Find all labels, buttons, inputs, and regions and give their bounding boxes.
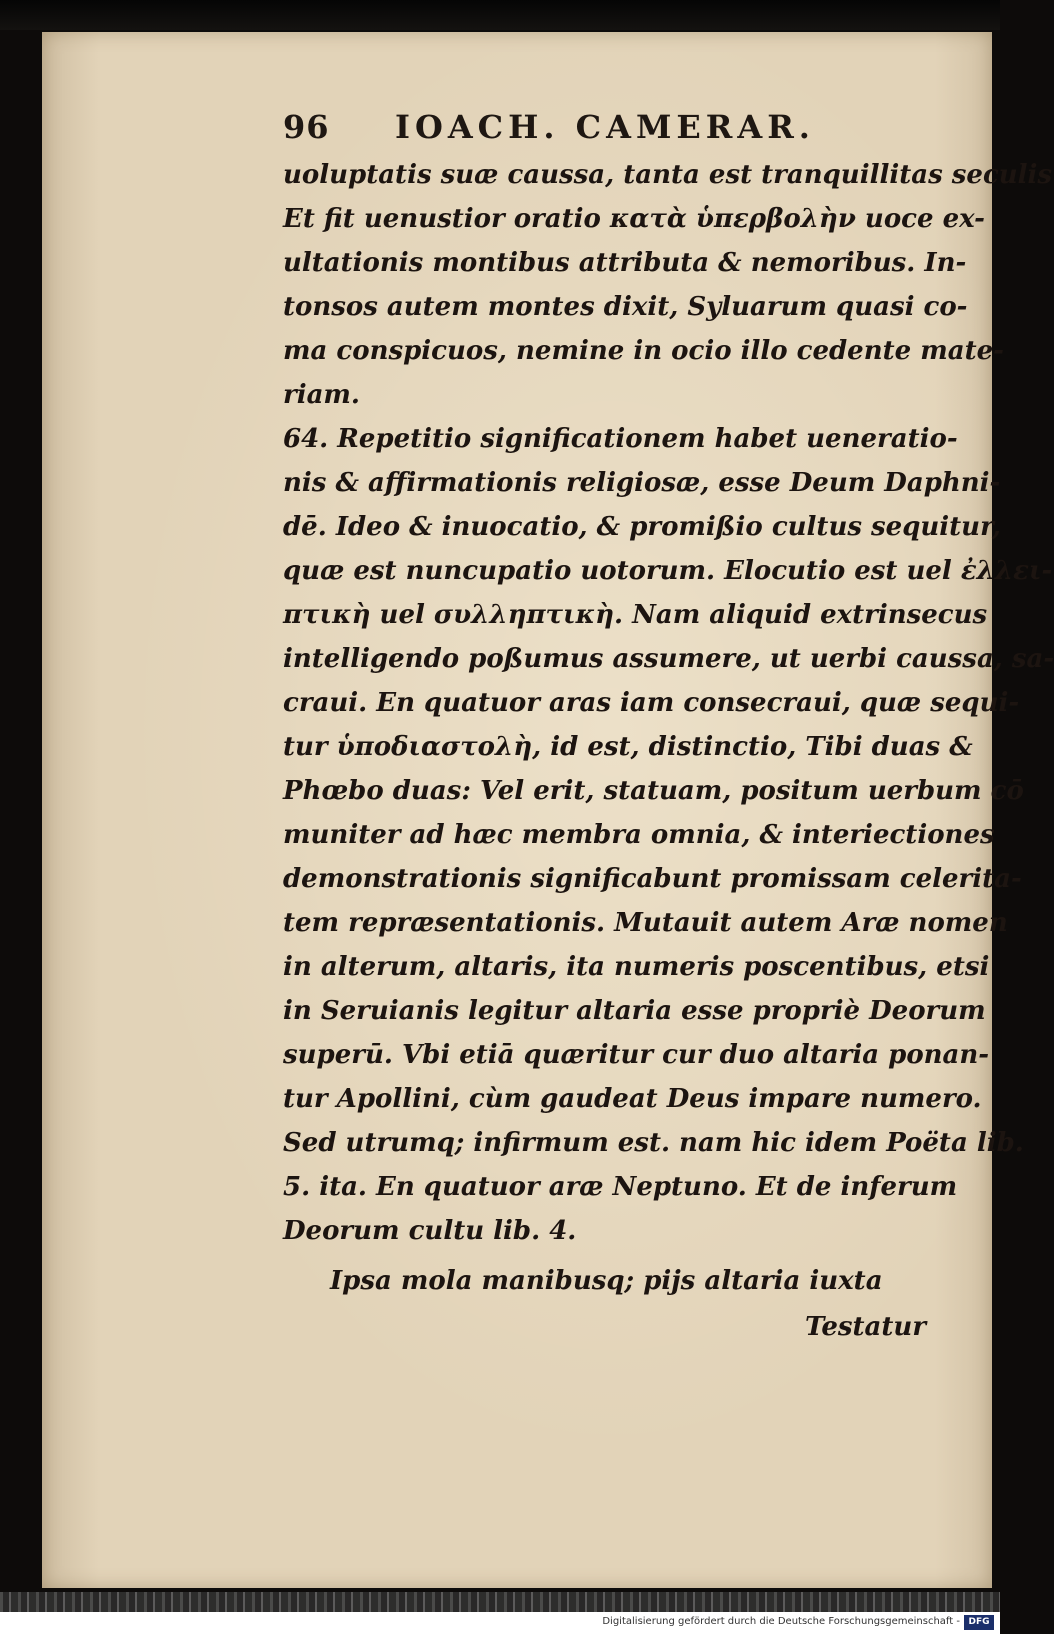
dfg-logo-icon: DFG	[964, 1615, 994, 1630]
scan-top-edge	[0, 0, 1000, 30]
text-line: in Seruianis legitur altaria esse propriè Deorum	[283, 996, 986, 1026]
text-line: Deorum cultu lib. 4.	[283, 1216, 577, 1246]
text-line: tur ὑποδιαστολὴ, id est, distinctio, Tibi duas &	[283, 732, 973, 762]
text-line: intelligendo poßumus assumere, ut uerbi caussa, sa-	[283, 644, 1054, 674]
text-line: in alterum, altaris, ita numeris poscentibus, etsi	[283, 952, 990, 982]
text-line: craui. En quatuor aras iam consecraui, quæ sequi-	[283, 688, 1020, 718]
text-line: tur Apollini, cùm gaudeat Deus impare numero.	[283, 1084, 982, 1114]
running-head: IOACH. CAMERAR.	[395, 108, 815, 146]
footer-bar	[0, 1612, 1000, 1634]
page-number: 96	[283, 108, 330, 146]
text-line: dē. Ideo & inuocatio, & promißio cultus sequitur,	[283, 512, 1001, 542]
text-line: πτικὴ uel συλληπτικὴ. Nam aliquid extrinsecus	[283, 600, 988, 630]
text-line: muniter ad hæc membra omnia, & interiectiones	[283, 820, 995, 850]
text-line: uoluptatis suæ caussa, tanta est tranquillitas seculis	[283, 160, 1053, 190]
text-line: Sed utrumq; infirmum est. nam hic idem Poëta lib.	[283, 1128, 1024, 1158]
text-line: tonsos autem montes dixit, Syluarum quasi co-	[283, 292, 968, 322]
text-line: ultationis montibus attributa & nemoribus. In-	[283, 248, 967, 278]
text-line: Et fit uenustior oratio κατὰ ὑπερβολὴν uoce ex-	[283, 204, 985, 234]
text-line: quæ est nuncupatio uotorum. Elocutio est uel ἐλλει-	[283, 556, 1053, 586]
text-line: 5. ita. En quatuor aræ Neptuno. Et de inferum	[283, 1172, 958, 1202]
text-line: Phœbo duas: Vel erit, statuam, positum uerbum cō	[283, 776, 1024, 806]
text-line: tem repræsentationis. Mutauit autem Aræ nomen	[283, 908, 1008, 938]
page-header	[283, 108, 923, 148]
catchword: Testatur	[805, 1312, 927, 1342]
scan-color-bar	[0, 1592, 1000, 1612]
verse-quote: Ipsa mola manibusq; pijs altaria iuxta	[330, 1266, 883, 1296]
text-line: ma conspicuos, nemine in ocio illo cedente mate-	[283, 336, 1004, 366]
text-line: demonstrationis significabunt promissam celerita-	[283, 864, 1022, 894]
text-line: nis & affirmationis religiosæ, esse Deum Daphni-	[283, 468, 1001, 498]
text-line: 64. Repetitio significationem habet ueneratio-	[283, 424, 958, 454]
text-line: superū. Vbi etiā quæritur cur duo altaria ponan-	[283, 1040, 990, 1070]
digitization-credit: Digitalisierung gefördert durch die Deutsche Forschungsgemeinschaft -	[602, 1616, 960, 1627]
text-line: riam.	[283, 380, 360, 410]
